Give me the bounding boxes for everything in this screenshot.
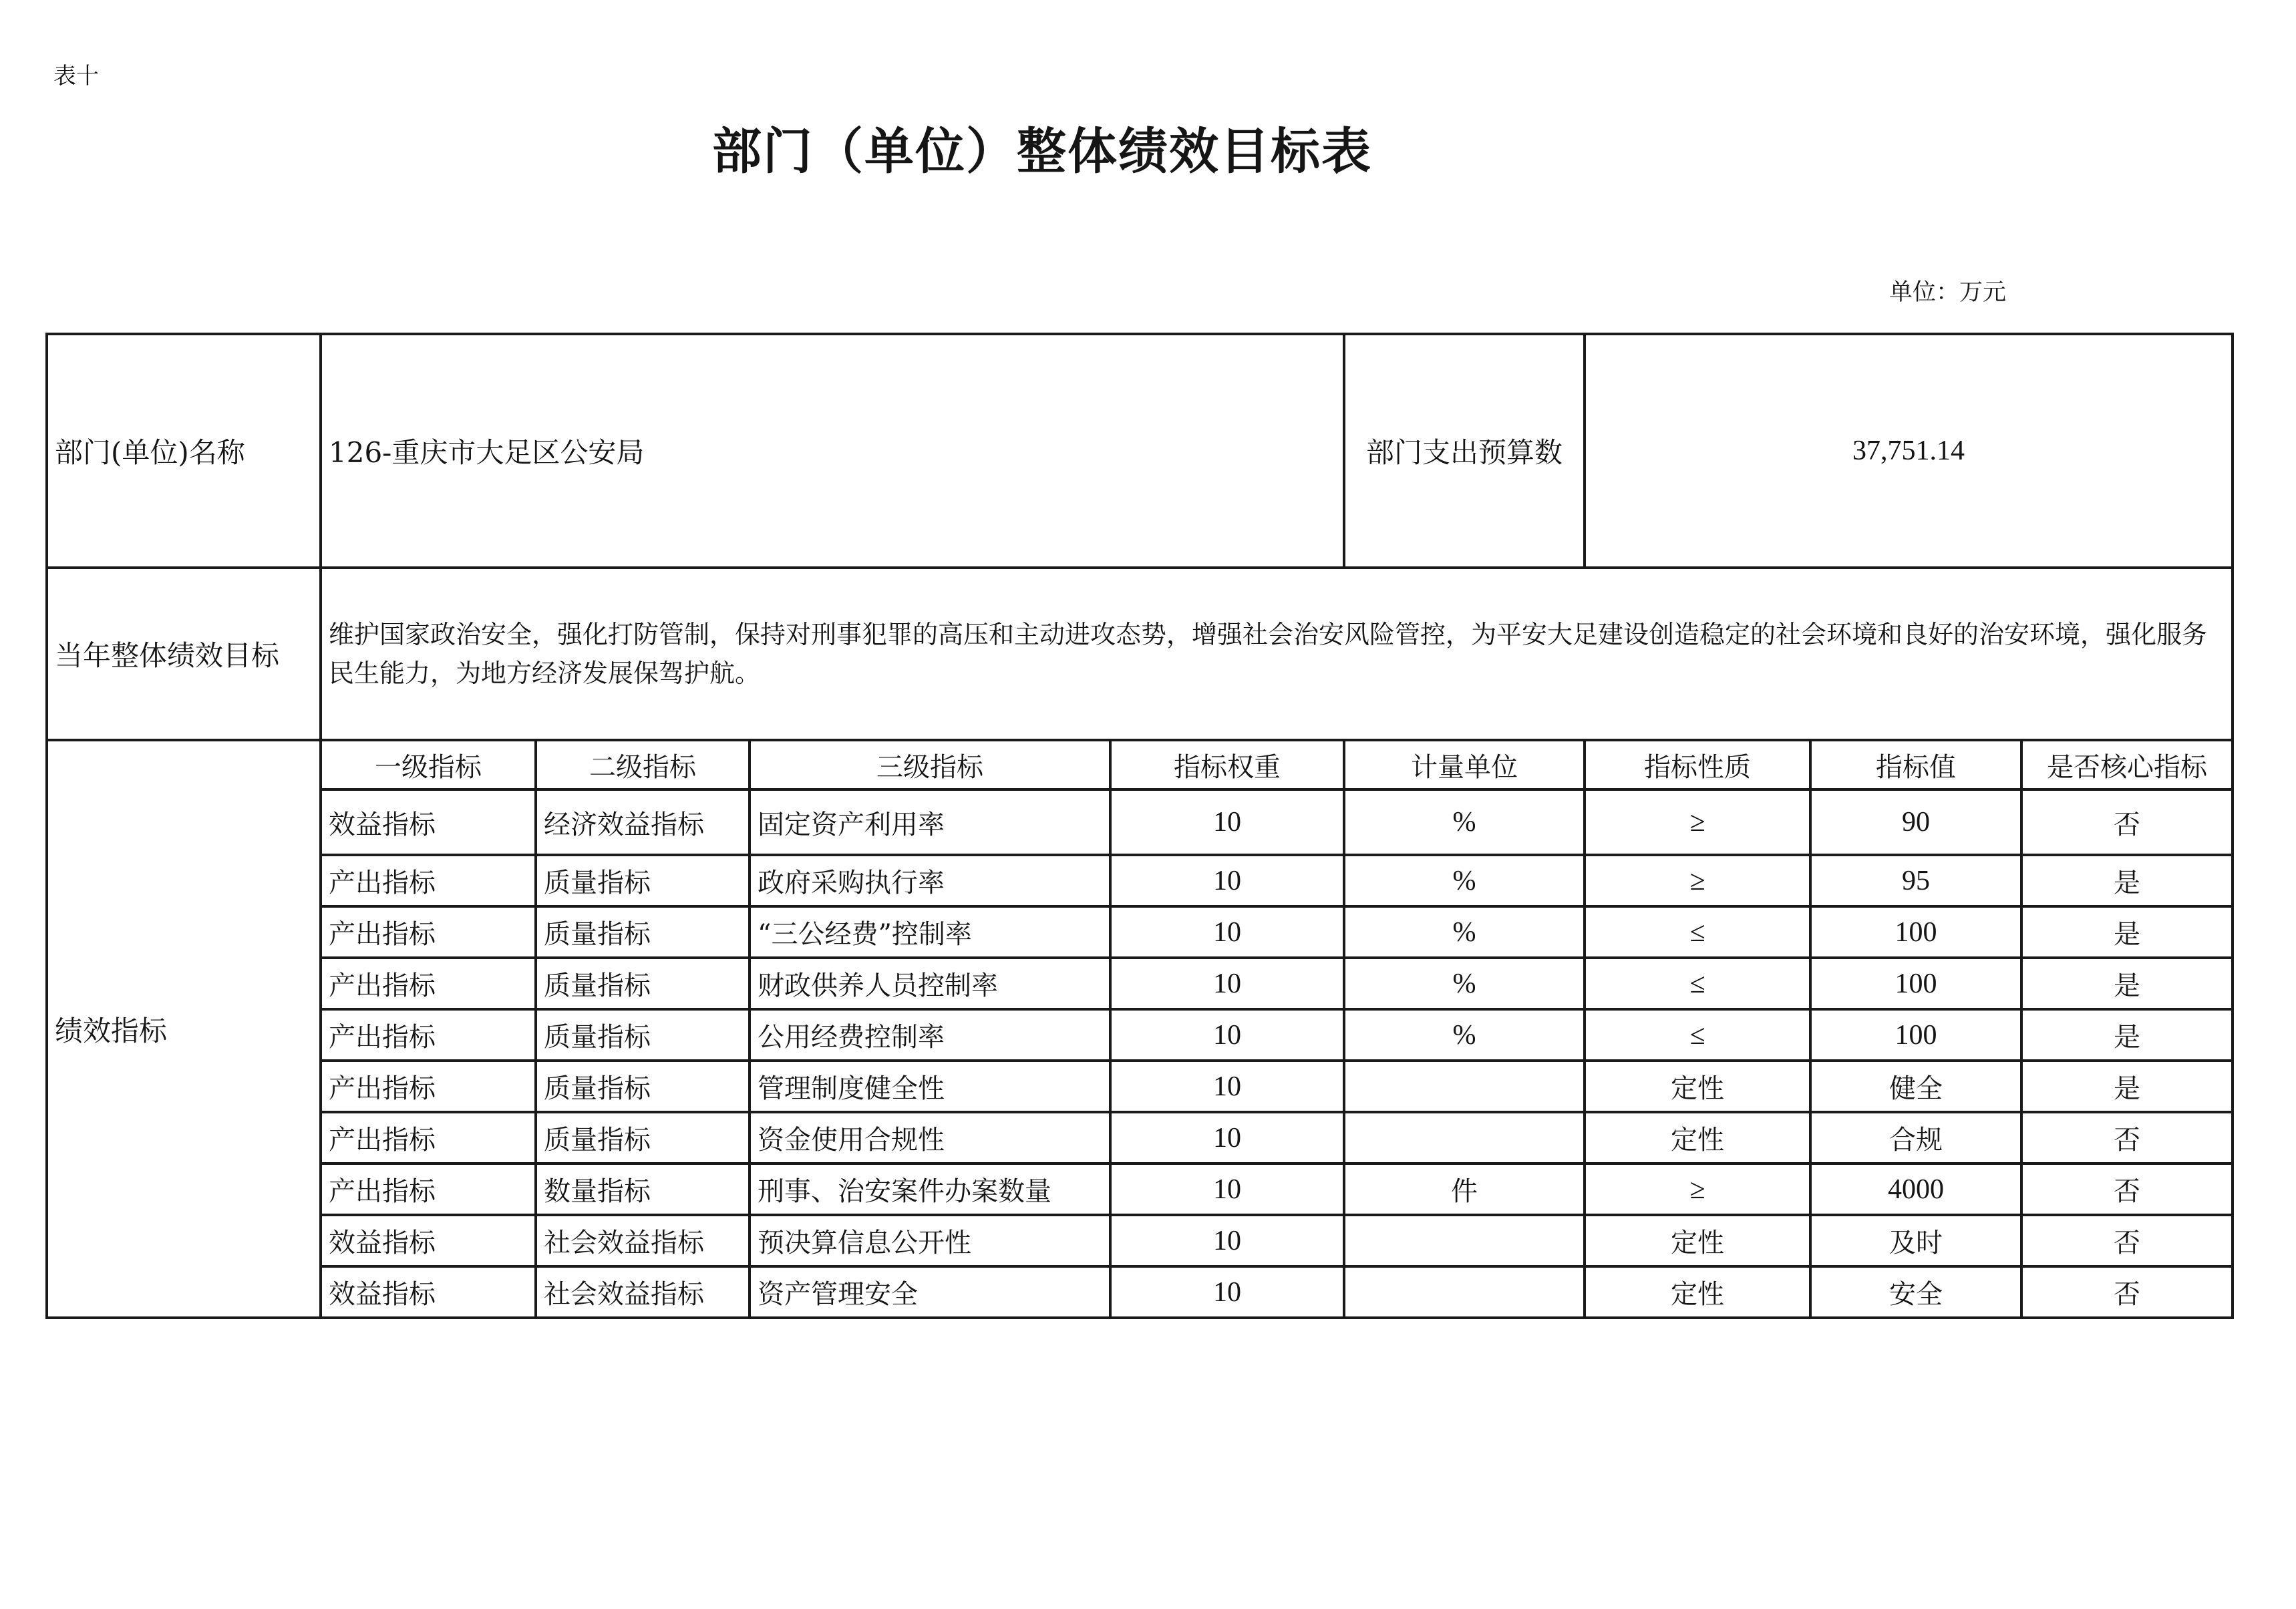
table-row: [47, 1164, 2233, 1215]
level3-cell: 政府采购执行率: [750, 855, 1110, 906]
level1-cell: 产出指标: [321, 1164, 536, 1215]
weight-cell: 10: [1110, 1061, 1344, 1112]
level3-cell: 资产管理安全: [750, 1266, 1110, 1318]
level2-cell: 经济效益指标: [536, 789, 750, 855]
core-cell: 否: [2021, 1164, 2233, 1215]
nature-cell: 定性: [1585, 1112, 1810, 1164]
weight-cell: 10: [1110, 1009, 1344, 1061]
budget-value: 37,751.14: [1585, 334, 2233, 568]
level3-cell: 预决算信息公开性: [750, 1215, 1110, 1266]
level3-cell: 固定资产利用率: [750, 789, 1110, 855]
indicators-section-label: 绩效指标: [47, 740, 321, 1318]
value-cell: 100: [1810, 906, 2021, 958]
value-cell: 合规: [1810, 1112, 2021, 1164]
annual-goal-row: [47, 568, 2233, 740]
level3-cell: 管理制度健全性: [750, 1061, 1110, 1112]
weight-cell: 10: [1110, 1164, 1344, 1215]
level3-cell: 刑事、治安案件办案数量: [750, 1164, 1110, 1215]
department-name-label: 部门(单位)名称: [47, 334, 321, 568]
table-row: [47, 1061, 2233, 1112]
header-level1: 一级指标: [321, 740, 536, 789]
core-cell: 否: [2021, 1266, 2233, 1318]
indicator-header-row: [47, 740, 2233, 789]
table-row: [47, 1266, 2233, 1318]
level2-cell: 质量指标: [536, 1061, 750, 1112]
unit-cell: %: [1344, 906, 1585, 958]
nature-cell: ≥: [1585, 1164, 1810, 1215]
level3-cell: 公用经费控制率: [750, 1009, 1110, 1061]
nature-cell: ≥: [1585, 855, 1810, 906]
unit-cell: %: [1344, 855, 1585, 906]
level1-cell: 产出指标: [321, 958, 536, 1009]
level1-cell: 产出指标: [321, 1061, 536, 1112]
nature-cell: 定性: [1585, 1061, 1810, 1112]
nature-cell: ≤: [1585, 1009, 1810, 1061]
level3-cell: “三公经费”控制率: [750, 906, 1110, 958]
level2-cell: 质量指标: [536, 1009, 750, 1061]
level1-cell: 效益指标: [321, 1215, 536, 1266]
table-row: [47, 906, 2233, 958]
value-cell: 100: [1810, 958, 2021, 1009]
nature-cell: 定性: [1585, 1266, 1810, 1318]
level3-cell: 资金使用合规性: [750, 1112, 1110, 1164]
level1-cell: 效益指标: [321, 789, 536, 855]
unit-cell: [1344, 1215, 1585, 1266]
value-cell: 100: [1810, 1009, 2021, 1061]
table-row: [47, 855, 2233, 906]
nature-cell: 定性: [1585, 1215, 1810, 1266]
value-cell: 95: [1810, 855, 2021, 906]
unit-cell: [1344, 1061, 1585, 1112]
nature-cell: ≤: [1585, 906, 1810, 958]
core-cell: 否: [2021, 1215, 2233, 1266]
level2-cell: 数量指标: [536, 1164, 750, 1215]
weight-cell: 10: [1110, 1266, 1344, 1318]
weight-cell: 10: [1110, 1112, 1344, 1164]
value-cell: 90: [1810, 789, 2021, 855]
level2-cell: 质量指标: [536, 958, 750, 1009]
level1-cell: 产出指标: [321, 855, 536, 906]
core-cell: 是: [2021, 906, 2233, 958]
nature-cell: ≤: [1585, 958, 1810, 1009]
header-level2: 二级指标: [536, 740, 750, 789]
nature-cell: ≥: [1585, 789, 1810, 855]
unit-cell: [1344, 1112, 1585, 1164]
weight-cell: 10: [1110, 958, 1344, 1009]
header-unit: 计量单位: [1344, 740, 1585, 789]
core-cell: 是: [2021, 958, 2233, 1009]
level3-cell: 财政供养人员控制率: [750, 958, 1110, 1009]
table-row: [47, 1009, 2233, 1061]
table-row: [47, 789, 2233, 855]
annual-goal-text: 维护国家政治安全，强化打防管制，保持对刑事犯罪的高压和主动进攻态势，增强社会治安风险管控，为平安大足建设创造稳定的社会环境和良好的治安环境，强化服务民生能力，为地方经济发展保驾护航。: [321, 568, 2233, 740]
level1-cell: 效益指标: [321, 1266, 536, 1318]
department-info-row: [47, 334, 2233, 568]
core-cell: 是: [2021, 1061, 2233, 1112]
unit-cell: %: [1344, 958, 1585, 1009]
level1-cell: 产出指标: [321, 906, 536, 958]
table-number-label: 表十: [53, 63, 99, 90]
header-weight: 指标权重: [1110, 740, 1344, 789]
level2-cell: 质量指标: [536, 855, 750, 906]
value-cell: 安全: [1810, 1266, 2021, 1318]
unit-cell: 件: [1344, 1164, 1585, 1215]
unit-cell: %: [1344, 789, 1585, 855]
level2-cell: 质量指标: [536, 1112, 750, 1164]
core-cell: 否: [2021, 1112, 2233, 1164]
table-row: [47, 1215, 2233, 1266]
header-level3: 三级指标: [750, 740, 1110, 789]
department-name-value: 126-重庆市大足区公安局: [321, 334, 1344, 568]
value-cell: 健全: [1810, 1061, 2021, 1112]
core-cell: 否: [2021, 789, 2233, 855]
weight-cell: 10: [1110, 855, 1344, 906]
header-core: 是否核心指标: [2021, 740, 2233, 789]
level2-cell: 社会效益指标: [536, 1215, 750, 1266]
weight-cell: 10: [1110, 789, 1344, 855]
core-cell: 是: [2021, 1009, 2233, 1061]
header-value: 指标值: [1810, 740, 2021, 789]
performance-target-table: [45, 333, 2234, 1319]
value-cell: 及时: [1810, 1215, 2021, 1266]
annual-goal-label: 当年整体绩效目标: [47, 568, 321, 740]
level2-cell: 社会效益指标: [536, 1266, 750, 1318]
budget-label: 部门支出预算数: [1344, 334, 1585, 568]
unit-cell: [1344, 1266, 1585, 1318]
header-nature: 指标性质: [1585, 740, 1810, 789]
weight-cell: 10: [1110, 906, 1344, 958]
value-cell: 4000: [1810, 1164, 2021, 1215]
table-row: [47, 958, 2233, 1009]
level1-cell: 产出指标: [321, 1112, 536, 1164]
unit-label: 单位：万元: [1889, 279, 2007, 306]
level1-cell: 产出指标: [321, 1009, 536, 1061]
weight-cell: 10: [1110, 1215, 1344, 1266]
level2-cell: 质量指标: [536, 906, 750, 958]
core-cell: 是: [2021, 855, 2233, 906]
page-title: 部门（单位）整体绩效目标表: [712, 123, 1372, 180]
unit-cell: %: [1344, 1009, 1585, 1061]
table-row: [47, 1112, 2233, 1164]
